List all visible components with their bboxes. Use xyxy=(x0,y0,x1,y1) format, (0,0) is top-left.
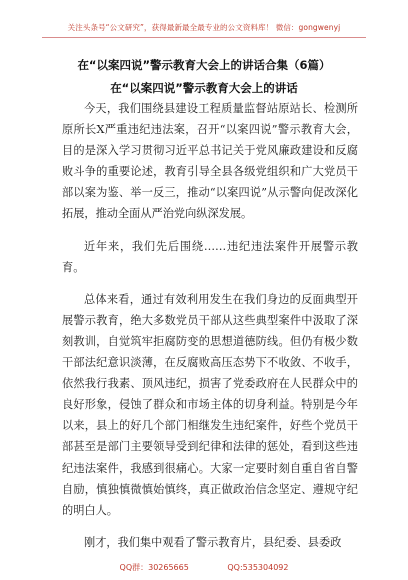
document-title: 在“以案四说”警示教育大会上的讲话合集（6篇） xyxy=(77,58,331,72)
header-banner: 关注头条号“公文研究”，获得最新最全最专业的公文资料库！ 微信：gongwenyj xyxy=(67,23,341,32)
footer-qq-group: QQ群：30265665 xyxy=(119,563,189,572)
footer-contact xyxy=(0,562,408,573)
footer-qq: QQ:535304092 xyxy=(227,563,289,572)
header-divider xyxy=(42,37,366,38)
paragraph: 总体来看，通过有效利用发生在我们身边的反面典型开展警示教育，绝大多数党员干部从这些典型案件中汲取了深刻教训，自觉筑牢拒腐防变的思想道德防线。但仍有极少数干部法纪意识淡薄，在反腐败高压态势下不收敛、不收手，依然我行我素、顶风违纪，损害了党委政府在人民群众中的良好形象，侵蚀了群众和市场主体的切身利益。特别是今年以来，县上的好几个部门相继发生违纪案件，好些个党员干部甚至是部门主要领导受到纪律和法律的惩处，看到这些违纪违法案件，我感到很痛心。大家一定要时刻自重自省自警自励，慎独慎微慎始慎终，真正做政治信念坚定、遵规守纪的明白人。 xyxy=(62,292,358,517)
paragraph: 近年来，我们先后围绕……违纪违法案件开展警示教育。 xyxy=(62,239,358,274)
paragraph: 刚才，我们集中观看了警示教育片，县纪委、县委政 xyxy=(84,535,342,549)
document-subtitle: 在“以案四说”警示教育大会上的讲话 xyxy=(110,81,298,95)
paragraph: 今天，我们围绕县建设工程质量监督站原站长、检测所原所长X严重违纪违法案，召开“以案四说”警示教育大会，目的是深入学习贯彻习近平总书记关于党风廉政建设和反腐败斗争的重要论述，教育引导全县各级党组织和广大党员干部以案为鉴、举一反三，推动“以案四说”从示警向促改深化拓展，推动全面从严治党向纵深发展。 xyxy=(62,102,358,221)
document-body xyxy=(62,98,358,553)
